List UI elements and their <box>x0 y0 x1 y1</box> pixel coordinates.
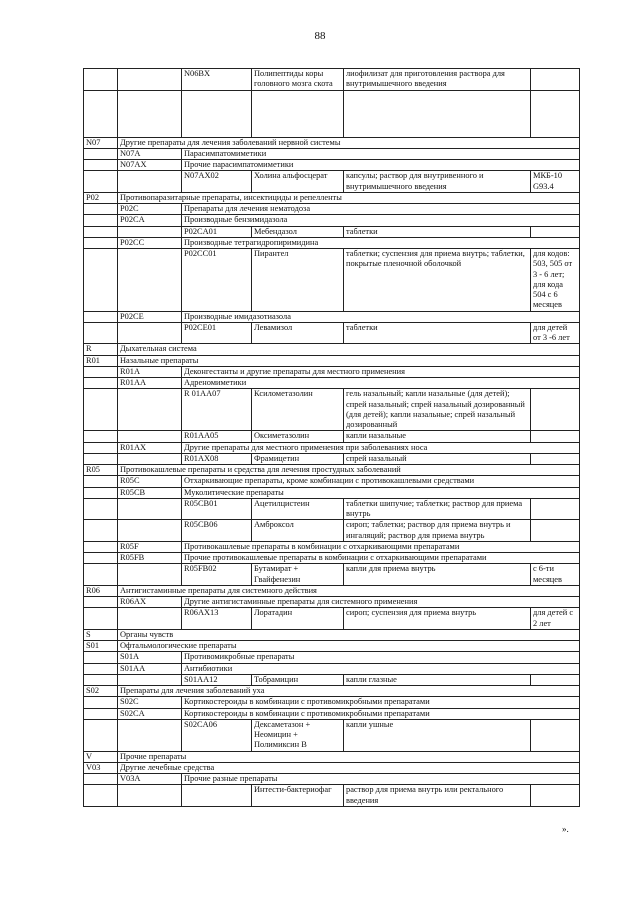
note-cell: для детей от 3 -6 лет <box>531 322 580 344</box>
code-cell <box>84 608 118 630</box>
code-cell <box>84 541 118 552</box>
subgroup-cell: P02CE <box>118 311 182 322</box>
dosage-form-cell: капли назальные <box>344 431 531 442</box>
dosage-form-cell: спрей назальный <box>344 453 531 464</box>
drug-name-cell: Тобрамицин <box>252 674 344 685</box>
table-row <box>84 137 580 148</box>
subgroup-cell: R05F <box>118 541 182 552</box>
atc-code-cell: Парасимпатомиметики <box>182 148 580 159</box>
note-cell <box>531 431 580 442</box>
atc-code-cell: Другие препараты для местного применения при заболеваниях носа <box>182 442 580 453</box>
table-row <box>84 608 580 630</box>
table-row <box>84 674 580 685</box>
atc-code-cell: N06BX <box>182 69 252 91</box>
code-cell <box>84 564 118 586</box>
table-row <box>84 171 580 193</box>
note-cell <box>531 520 580 542</box>
atc-code-cell: Производные бензимидазола <box>182 215 580 226</box>
spacer-row <box>84 90 580 137</box>
atc-code-cell: P02CA01 <box>182 226 252 237</box>
table-row <box>84 192 580 203</box>
table-row <box>84 774 580 785</box>
drug-name-cell: Интести-бактериофаг <box>252 785 344 807</box>
table-row <box>84 663 580 674</box>
note-cell <box>531 69 580 91</box>
note-cell <box>531 453 580 464</box>
code-cell <box>84 389 118 431</box>
code-cell <box>84 215 118 226</box>
atc-code-cell: Препараты для лечения нематодоза <box>182 204 580 215</box>
code-cell: S01 <box>84 641 118 652</box>
subgroup-cell <box>118 674 182 685</box>
code-cell: R05 <box>84 465 118 476</box>
code-cell <box>84 652 118 663</box>
atc-code-cell: Производные имидазотиазола <box>182 311 580 322</box>
note-cell <box>531 498 580 520</box>
dosage-form-cell: капли ушные <box>344 719 531 751</box>
subgroup-cell: Прочие препараты <box>118 751 580 762</box>
atc-code-cell: R05FB02 <box>182 564 252 586</box>
subgroup-cell <box>118 564 182 586</box>
subgroup-cell <box>118 520 182 542</box>
code-cell <box>84 520 118 542</box>
subgroup-cell: R01AA <box>118 378 182 389</box>
table-row <box>84 541 580 552</box>
atc-code-cell: S02CA06 <box>182 719 252 751</box>
atc-code-cell <box>182 785 252 807</box>
subgroup-cell <box>118 431 182 442</box>
dosage-form-cell: капсулы; раствор для внутривенного и внутримышечного введения <box>344 171 531 193</box>
table-row <box>84 311 580 322</box>
subgroup-cell: V03A <box>118 774 182 785</box>
subgroup-cell <box>118 785 182 807</box>
code-cell <box>84 785 118 807</box>
atc-code-cell: R06AX13 <box>182 608 252 630</box>
subgroup-cell: Органы чувств <box>118 629 580 640</box>
dosage-form-cell: таблетки; суспензия для приема внутрь; таблетки, покрытые пленочной оболочкой <box>344 249 531 312</box>
code-cell <box>84 237 118 248</box>
subgroup-cell <box>118 69 182 91</box>
atc-code-cell: Кортикостероиды в комбинации с противомикробными препаратами <box>182 697 580 708</box>
subgroup-cell: Противокашлевые препараты и средства для лечения простудных заболеваний <box>118 465 580 476</box>
atc-code-cell: Производные тетрагидропиримидина <box>182 237 580 248</box>
atc-code-cell: Муколитические препараты <box>182 487 580 498</box>
code-cell <box>84 697 118 708</box>
atc-code-cell: Прочие разные препараты <box>182 774 580 785</box>
code-cell: V <box>84 751 118 762</box>
atc-code-cell: Прочие противокашлевые препараты в комбинации с отхаркивающими препаратами <box>182 553 580 564</box>
closing-quote-mark: ». <box>562 824 569 834</box>
empty-cell <box>344 90 531 137</box>
drug-name-cell: Бутамират + Гвайфенезин <box>252 564 344 586</box>
code-cell: R <box>84 344 118 355</box>
drug-name-cell: Полипептиды коры головного мозга скота <box>252 69 344 91</box>
code-cell <box>84 204 118 215</box>
code-cell <box>84 498 118 520</box>
atc-code-cell: P02CC01 <box>182 249 252 312</box>
code-cell: R01 <box>84 355 118 366</box>
table-row <box>84 652 580 663</box>
dosage-form-cell: лиофилизат для приготовления раствора для внутримышечного введения <box>344 69 531 91</box>
table-row <box>84 487 580 498</box>
table-row <box>84 249 580 312</box>
atc-code-cell: Кортикостероиды в комбинации с противомикробными препаратами <box>182 708 580 719</box>
dosage-form-cell: гель назальный; капли назальные (для детей); спрей назальный; спрей назальный дозированный (для детей); капли назальные; спрей назальный дозированный <box>344 389 531 431</box>
note-cell: для детей с 2 лет <box>531 608 580 630</box>
table-row <box>84 629 580 640</box>
subgroup-cell <box>118 453 182 464</box>
table-row <box>84 585 580 596</box>
table-row <box>84 322 580 344</box>
drug-name-cell: Холина альфосцерат <box>252 171 344 193</box>
empty-cell <box>182 90 252 137</box>
subgroup-cell: S01AA <box>118 663 182 674</box>
table-row <box>84 708 580 719</box>
dosage-form-cell: капли для приема внутрь <box>344 564 531 586</box>
table-row <box>84 69 580 91</box>
subgroup-cell: Препараты для лечения заболеваний уха <box>118 686 580 697</box>
subgroup-cell: Другие препараты для лечения заболеваний нервной системы <box>118 137 580 148</box>
table-row <box>84 476 580 487</box>
table-row <box>84 378 580 389</box>
table-row <box>84 520 580 542</box>
code-cell <box>84 378 118 389</box>
code-cell <box>84 431 118 442</box>
code-cell: N07 <box>84 137 118 148</box>
dosage-form-cell: сироп; таблетки; раствор для приема внутрь и ингаляций; раствор для приема внутрь <box>344 520 531 542</box>
table-row <box>84 204 580 215</box>
code-cell <box>84 663 118 674</box>
atc-code-cell: Адреномиметики <box>182 378 580 389</box>
note-cell <box>531 226 580 237</box>
note-cell <box>531 389 580 431</box>
table-row <box>84 237 580 248</box>
code-cell <box>84 597 118 608</box>
subgroup-cell: R01A <box>118 366 182 377</box>
code-cell: P02 <box>84 192 118 203</box>
atc-code-cell: Прочие парасимпатомиметики <box>182 160 580 171</box>
code-cell <box>84 160 118 171</box>
code-cell <box>84 553 118 564</box>
subgroup-cell <box>118 226 182 237</box>
table-body <box>84 69 580 807</box>
code-cell: R06 <box>84 585 118 596</box>
code-cell <box>84 708 118 719</box>
dosage-form-cell: сироп; суспензия для приема внутрь <box>344 608 531 630</box>
code-cell <box>84 171 118 193</box>
table-row <box>84 465 580 476</box>
subgroup-cell: Назальные препараты <box>118 355 580 366</box>
subgroup-cell: Другие лечебные средства <box>118 762 580 773</box>
subgroup-cell <box>118 608 182 630</box>
note-cell: МКБ-10 G93.4 <box>531 171 580 193</box>
code-cell <box>84 311 118 322</box>
note-cell: с 6-ти месяцев <box>531 564 580 586</box>
subgroup-cell: N07A <box>118 148 182 159</box>
dosage-form-cell: таблетки <box>344 322 531 344</box>
atc-code-cell: R 01AA07 <box>182 389 252 431</box>
atc-code-cell: Другие антигистаминные препараты для системного применения <box>182 597 580 608</box>
subgroup-cell: N07AX <box>118 160 182 171</box>
table-row <box>84 366 580 377</box>
subgroup-cell: R06AX <box>118 597 182 608</box>
code-cell <box>84 719 118 751</box>
subgroup-cell: S01A <box>118 652 182 663</box>
code-cell <box>84 442 118 453</box>
empty-cell <box>118 90 182 137</box>
dosage-form-cell: таблетки <box>344 226 531 237</box>
atc-code-cell: Отхаркивающие препараты, кроме комбинации с противокашлевыми средствами <box>182 476 580 487</box>
subgroup-cell <box>118 171 182 193</box>
note-cell <box>531 785 580 807</box>
table-row <box>84 160 580 171</box>
subgroup-cell: P02CA <box>118 215 182 226</box>
subgroup-cell <box>118 322 182 344</box>
atc-code-cell: Антибиотики <box>182 663 580 674</box>
subgroup-cell: P02C <box>118 204 182 215</box>
empty-cell <box>84 90 118 137</box>
code-cell <box>84 476 118 487</box>
dosage-form-cell: капли глазные <box>344 674 531 685</box>
code-cell: V03 <box>84 762 118 773</box>
table-row <box>84 453 580 464</box>
note-cell: для кодов: 503, 505 от 3 - 6 лет; для кода 504 с 6 месяцев <box>531 249 580 312</box>
table-row <box>84 355 580 366</box>
table-row <box>84 686 580 697</box>
atc-code-cell: Противомикробные препараты <box>182 652 580 663</box>
code-cell <box>84 69 118 91</box>
subgroup-cell: Антигистаминные препараты для системного действия <box>118 585 580 596</box>
table-row <box>84 389 580 431</box>
table-row <box>84 215 580 226</box>
code-cell <box>84 322 118 344</box>
atc-code-cell: R05CB06 <box>182 520 252 542</box>
drug-name-cell: Амброксол <box>252 520 344 542</box>
subgroup-cell <box>118 498 182 520</box>
subgroup-cell: R05C <box>118 476 182 487</box>
subgroup-cell: Противопаразитарные препараты, инсектициды и репелленты <box>118 192 580 203</box>
dosage-form-cell: таблетки шипучие; таблетки; раствор для приема внутрь <box>344 498 531 520</box>
table-row <box>84 442 580 453</box>
table-row <box>84 344 580 355</box>
empty-cell <box>531 90 580 137</box>
subgroup-cell <box>118 389 182 431</box>
code-cell <box>84 453 118 464</box>
code-cell <box>84 148 118 159</box>
code-cell <box>84 366 118 377</box>
code-cell <box>84 774 118 785</box>
table-row <box>84 785 580 807</box>
subgroup-cell: Офтальмологические препараты <box>118 641 580 652</box>
note-cell <box>531 719 580 751</box>
table-row <box>84 597 580 608</box>
subgroup-cell: S02CA <box>118 708 182 719</box>
table-row <box>84 641 580 652</box>
drug-name-cell: Дексаметазон + Неомицин + Полимиксин В <box>252 719 344 751</box>
subgroup-cell: Дыхательная система <box>118 344 580 355</box>
code-cell <box>84 674 118 685</box>
code-cell <box>84 249 118 312</box>
subgroup-cell: S02C <box>118 697 182 708</box>
atc-code-cell: Противокашлевые препараты в комбинации с отхаркивающими препаратами <box>182 541 580 552</box>
atc-code-cell: R01AA05 <box>182 431 252 442</box>
atc-code-cell: R01AX08 <box>182 453 252 464</box>
table-row <box>84 498 580 520</box>
code-cell: S <box>84 629 118 640</box>
empty-cell <box>252 90 344 137</box>
atc-code-cell: Деконгестанты и другие препараты для местного применения <box>182 366 580 377</box>
drug-name-cell: Пирантел <box>252 249 344 312</box>
table-row <box>84 553 580 564</box>
code-cell <box>84 226 118 237</box>
table-row <box>84 751 580 762</box>
code-cell <box>84 487 118 498</box>
table-row <box>84 564 580 586</box>
subgroup-cell: R01AX <box>118 442 182 453</box>
subgroup-cell <box>118 249 182 312</box>
page-number: 88 <box>314 30 326 42</box>
drug-name-cell: Левамизол <box>252 322 344 344</box>
subgroup-cell: R05CB <box>118 487 182 498</box>
table-row <box>84 697 580 708</box>
drug-name-cell: Оксиметазолин <box>252 431 344 442</box>
subgroup-cell <box>118 719 182 751</box>
drug-name-cell: Мебендазол <box>252 226 344 237</box>
atc-code-cell: S01AA12 <box>182 674 252 685</box>
atc-code-cell: N07AX02 <box>182 171 252 193</box>
table-row <box>84 226 580 237</box>
table-row <box>84 762 580 773</box>
atc-code-cell: P02CE01 <box>182 322 252 344</box>
dosage-form-cell: раствор для приема внутрь или ректального введения <box>344 785 531 807</box>
code-cell: S02 <box>84 686 118 697</box>
note-cell <box>531 674 580 685</box>
table-row <box>84 719 580 751</box>
drug-name-cell: Лоратадин <box>252 608 344 630</box>
drug-name-cell: Ацетилцистеин <box>252 498 344 520</box>
table-row <box>84 148 580 159</box>
table-row <box>84 431 580 442</box>
drug-name-cell: Ксилометазолин <box>252 389 344 431</box>
drug-name-cell: Фрамицетин <box>252 453 344 464</box>
atc-code-cell: R05CB01 <box>182 498 252 520</box>
subgroup-cell: R05FB <box>118 553 182 564</box>
drug-classification-table <box>83 68 580 807</box>
subgroup-cell: P02CC <box>118 237 182 248</box>
